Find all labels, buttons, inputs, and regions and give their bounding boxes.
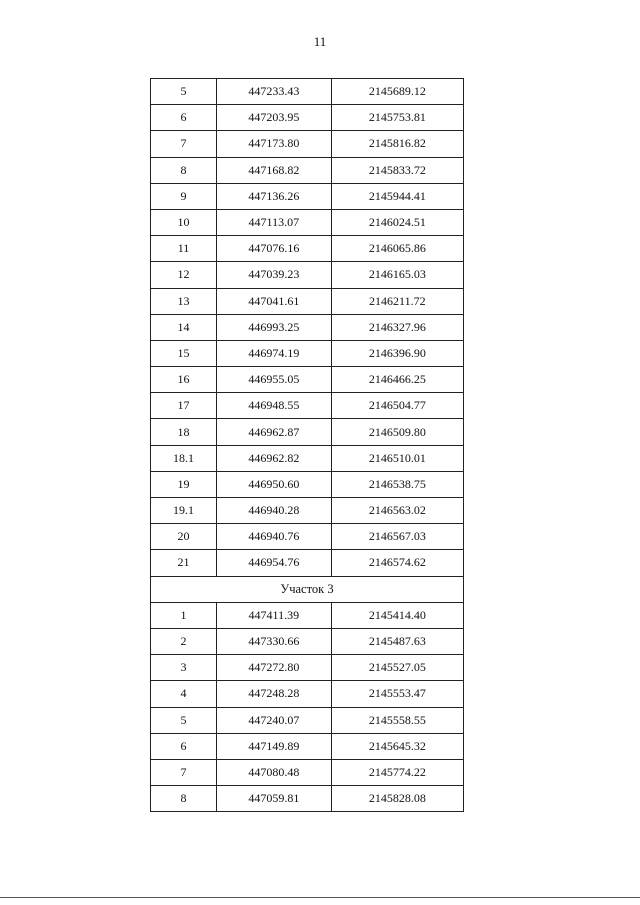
x-coordinate-cell: 446940.76 <box>217 524 332 550</box>
point-number-cell: 19 <box>151 471 217 497</box>
y-coordinate-cell: 2145487.63 <box>331 628 463 654</box>
x-coordinate-cell: 446954.76 <box>217 550 332 576</box>
table-row <box>151 367 464 393</box>
y-coordinate-cell: 2146563.02 <box>331 498 463 524</box>
y-coordinate-cell: 2145527.05 <box>331 655 463 681</box>
y-coordinate-cell: 2145816.82 <box>331 131 463 157</box>
point-number-cell: 15 <box>151 340 217 366</box>
section-title: Участок 3 <box>151 576 464 602</box>
point-number-cell: 10 <box>151 209 217 235</box>
y-coordinate-cell: 2145553.47 <box>331 681 463 707</box>
table-row <box>151 733 464 759</box>
point-number-cell: 7 <box>151 131 217 157</box>
y-coordinate-cell: 2146466.25 <box>331 367 463 393</box>
x-coordinate-cell: 447059.81 <box>217 786 332 812</box>
x-coordinate-cell: 447240.07 <box>217 707 332 733</box>
point-number-cell: 17 <box>151 393 217 419</box>
x-coordinate-cell: 447330.66 <box>217 628 332 654</box>
point-number-cell: 2 <box>151 628 217 654</box>
x-coordinate-cell: 447173.80 <box>217 131 332 157</box>
y-coordinate-cell: 2145753.81 <box>331 105 463 131</box>
y-coordinate-cell: 2145645.32 <box>331 733 463 759</box>
table-row <box>151 209 464 235</box>
x-coordinate-cell: 447039.23 <box>217 262 332 288</box>
x-coordinate-cell: 447233.43 <box>217 79 332 105</box>
point-number-cell: 6 <box>151 733 217 759</box>
x-coordinate-cell: 447149.89 <box>217 733 332 759</box>
coordinates-table <box>150 78 464 812</box>
y-coordinate-cell: 2145944.41 <box>331 183 463 209</box>
y-coordinate-cell: 2145689.12 <box>331 79 463 105</box>
point-number-cell: 4 <box>151 681 217 707</box>
point-number-cell: 6 <box>151 105 217 131</box>
table-row <box>151 602 464 628</box>
table-row <box>151 550 464 576</box>
table-row <box>151 236 464 262</box>
table-row <box>151 419 464 445</box>
point-number-cell: 18.1 <box>151 445 217 471</box>
page-number: 11 <box>313 34 327 49</box>
x-coordinate-cell: 446993.25 <box>217 314 332 340</box>
x-coordinate-cell: 446962.87 <box>217 419 332 445</box>
table-row <box>151 157 464 183</box>
table-row <box>151 393 464 419</box>
table-row <box>151 628 464 654</box>
coordinates-table-body <box>151 79 464 812</box>
point-number-cell: 1 <box>151 602 217 628</box>
table-row <box>151 445 464 471</box>
point-number-cell: 5 <box>151 79 217 105</box>
y-coordinate-cell: 2146567.03 <box>331 524 463 550</box>
table-row <box>151 131 464 157</box>
point-number-cell: 11 <box>151 236 217 262</box>
x-coordinate-cell: 447411.39 <box>217 602 332 628</box>
x-coordinate-cell: 447272.80 <box>217 655 332 681</box>
x-coordinate-cell: 447136.26 <box>217 183 332 209</box>
point-number-cell: 5 <box>151 707 217 733</box>
point-number-cell: 13 <box>151 288 217 314</box>
table-row <box>151 655 464 681</box>
table-row <box>151 105 464 131</box>
point-number-cell: 9 <box>151 183 217 209</box>
y-coordinate-cell: 2146574.62 <box>331 550 463 576</box>
x-coordinate-cell: 446948.55 <box>217 393 332 419</box>
y-coordinate-cell: 2145558.55 <box>331 707 463 733</box>
x-coordinate-cell: 446962.82 <box>217 445 332 471</box>
y-coordinate-cell: 2146165.03 <box>331 262 463 288</box>
point-number-cell: 12 <box>151 262 217 288</box>
point-number-cell: 16 <box>151 367 217 393</box>
point-number-cell: 20 <box>151 524 217 550</box>
table-row <box>151 681 464 707</box>
table-row <box>151 498 464 524</box>
table-row <box>151 340 464 366</box>
point-number-cell: 18 <box>151 419 217 445</box>
y-coordinate-cell: 2146024.51 <box>331 209 463 235</box>
point-number-cell: 8 <box>151 157 217 183</box>
point-number-cell: 14 <box>151 314 217 340</box>
y-coordinate-cell: 2146509.80 <box>331 419 463 445</box>
x-coordinate-cell: 446940.28 <box>217 498 332 524</box>
table-row <box>151 288 464 314</box>
table-row <box>151 471 464 497</box>
table-row <box>151 183 464 209</box>
y-coordinate-cell: 2146327.96 <box>331 314 463 340</box>
y-coordinate-cell: 2146538.75 <box>331 471 463 497</box>
page-bottom-rule <box>0 897 640 898</box>
table-row <box>151 314 464 340</box>
x-coordinate-cell: 447248.28 <box>217 681 332 707</box>
x-coordinate-cell: 447203.95 <box>217 105 332 131</box>
table-row <box>151 707 464 733</box>
point-number-cell: 8 <box>151 786 217 812</box>
y-coordinate-cell: 2146065.86 <box>331 236 463 262</box>
y-coordinate-cell: 2146211.72 <box>331 288 463 314</box>
point-number-cell: 7 <box>151 759 217 785</box>
x-coordinate-cell: 446955.05 <box>217 367 332 393</box>
y-coordinate-cell: 2146504.77 <box>331 393 463 419</box>
y-coordinate-cell: 2145828.08 <box>331 786 463 812</box>
table-row <box>151 262 464 288</box>
table-row <box>151 786 464 812</box>
point-number-cell: 21 <box>151 550 217 576</box>
y-coordinate-cell: 2146396.90 <box>331 340 463 366</box>
y-coordinate-cell: 2145414.40 <box>331 602 463 628</box>
x-coordinate-cell: 446950.60 <box>217 471 332 497</box>
y-coordinate-cell: 2146510.01 <box>331 445 463 471</box>
x-coordinate-cell: 446974.19 <box>217 340 332 366</box>
x-coordinate-cell: 447168.82 <box>217 157 332 183</box>
y-coordinate-cell: 2145833.72 <box>331 157 463 183</box>
point-number-cell: 3 <box>151 655 217 681</box>
table-row <box>151 79 464 105</box>
table-row <box>151 524 464 550</box>
y-coordinate-cell: 2145774.22 <box>331 759 463 785</box>
x-coordinate-cell: 447080.48 <box>217 759 332 785</box>
x-coordinate-cell: 447113.07 <box>217 209 332 235</box>
point-number-cell: 19.1 <box>151 498 217 524</box>
x-coordinate-cell: 447076.16 <box>217 236 332 262</box>
section-header-row <box>151 576 464 602</box>
x-coordinate-cell: 447041.61 <box>217 288 332 314</box>
table-row <box>151 759 464 785</box>
